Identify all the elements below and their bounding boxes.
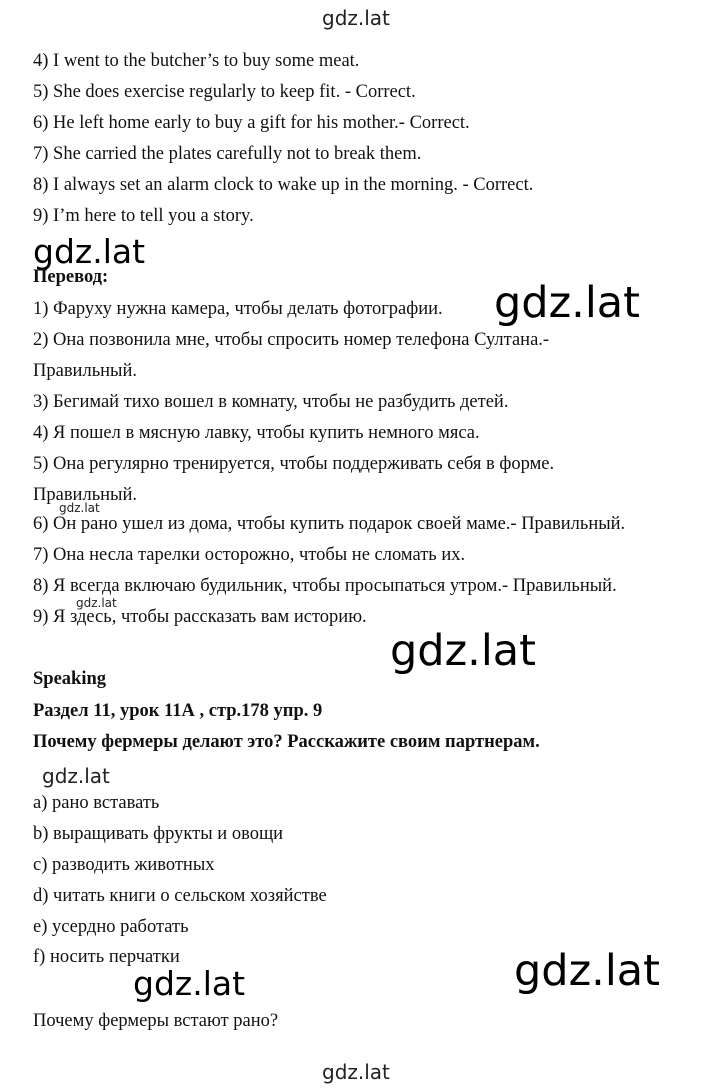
option-item: d) читать книги о сельском хозяйстве [33,886,327,906]
translation-line: Правильный. [33,361,137,381]
option-item: c) разводить животных [33,855,215,875]
english-line: 4) I went to the butcher’s to buy some meat. [33,51,360,71]
option-item: f) носить перчатки [33,947,180,967]
translation-line: 4) Я пошел в мясную лавку, чтобы купить немного мяса. [33,423,480,443]
translation-heading: Перевод: [33,267,109,287]
translation-line: 6) Он рано ушел из дома, чтобы купить подарок своей маме.- Правильный. [33,514,626,534]
translation-line: 2) Она позвонила мне, чтобы спросить номер телефона Султана.- [33,330,550,350]
task-heading: Почему фермеры делают это? Расскажите своим партнерам. [33,732,540,752]
watermark-4: gdz.lat [42,764,110,788]
section-heading: Раздел 11, урок 11А , стр.178 упр. 9 [33,701,323,721]
english-line: 8) I always set an alarm clock to wake up in the morning. - Correct. [33,175,534,195]
question-line: Почему фермеры встают рано? [33,1011,279,1031]
english-line: 6) He left home early to buy a gift for his mother.- Correct. [33,113,470,133]
translation-line: Правильный. [33,485,137,505]
option-item: a) рано вставать [33,793,160,813]
translation-line: 9) Я здесь, чтобы рассказать вам историю. [33,607,367,627]
speaking-heading: Speaking [33,669,107,689]
watermark-5: gdz.lat [514,946,660,996]
translation-line: 3) Бегимай тихо вошел в комнату, чтобы не разбудить детей. [33,392,509,412]
english-line: 5) She does exercise regularly to keep fit. - Correct. [33,82,416,102]
watermark-small-2: gdz.lat [76,596,117,610]
watermark-top: gdz.lat [322,6,390,30]
translation-line: 8) Я всегда включаю будильник, чтобы просыпаться утром.- Правильный. [33,576,617,596]
watermark-6: gdz.lat [133,964,246,1003]
watermark-bottom: gdz.lat [322,1060,390,1084]
english-line: 7) She carried the plates carefully not to break them. [33,144,422,164]
translation-line: 5) Она регулярно тренируется, чтобы поддерживать себя в форме. [33,454,555,474]
watermark-3: gdz.lat [390,626,536,676]
translation-line: 7) Она несла тарелки осторожно, чтобы не сломать их. [33,545,466,565]
translation-line: 1) Фаруху нужна камера, чтобы делать фотографии. [33,299,443,319]
watermark-1: gdz.lat [33,232,146,271]
english-line: 9) I’m here to tell you a story. [33,206,254,226]
watermark-2: gdz.lat [494,278,640,328]
option-item: e) усердно работать [33,917,189,937]
option-item: b) выращивать фрукты и овощи [33,824,284,844]
watermark-small-1: gdz.lat [59,501,100,515]
